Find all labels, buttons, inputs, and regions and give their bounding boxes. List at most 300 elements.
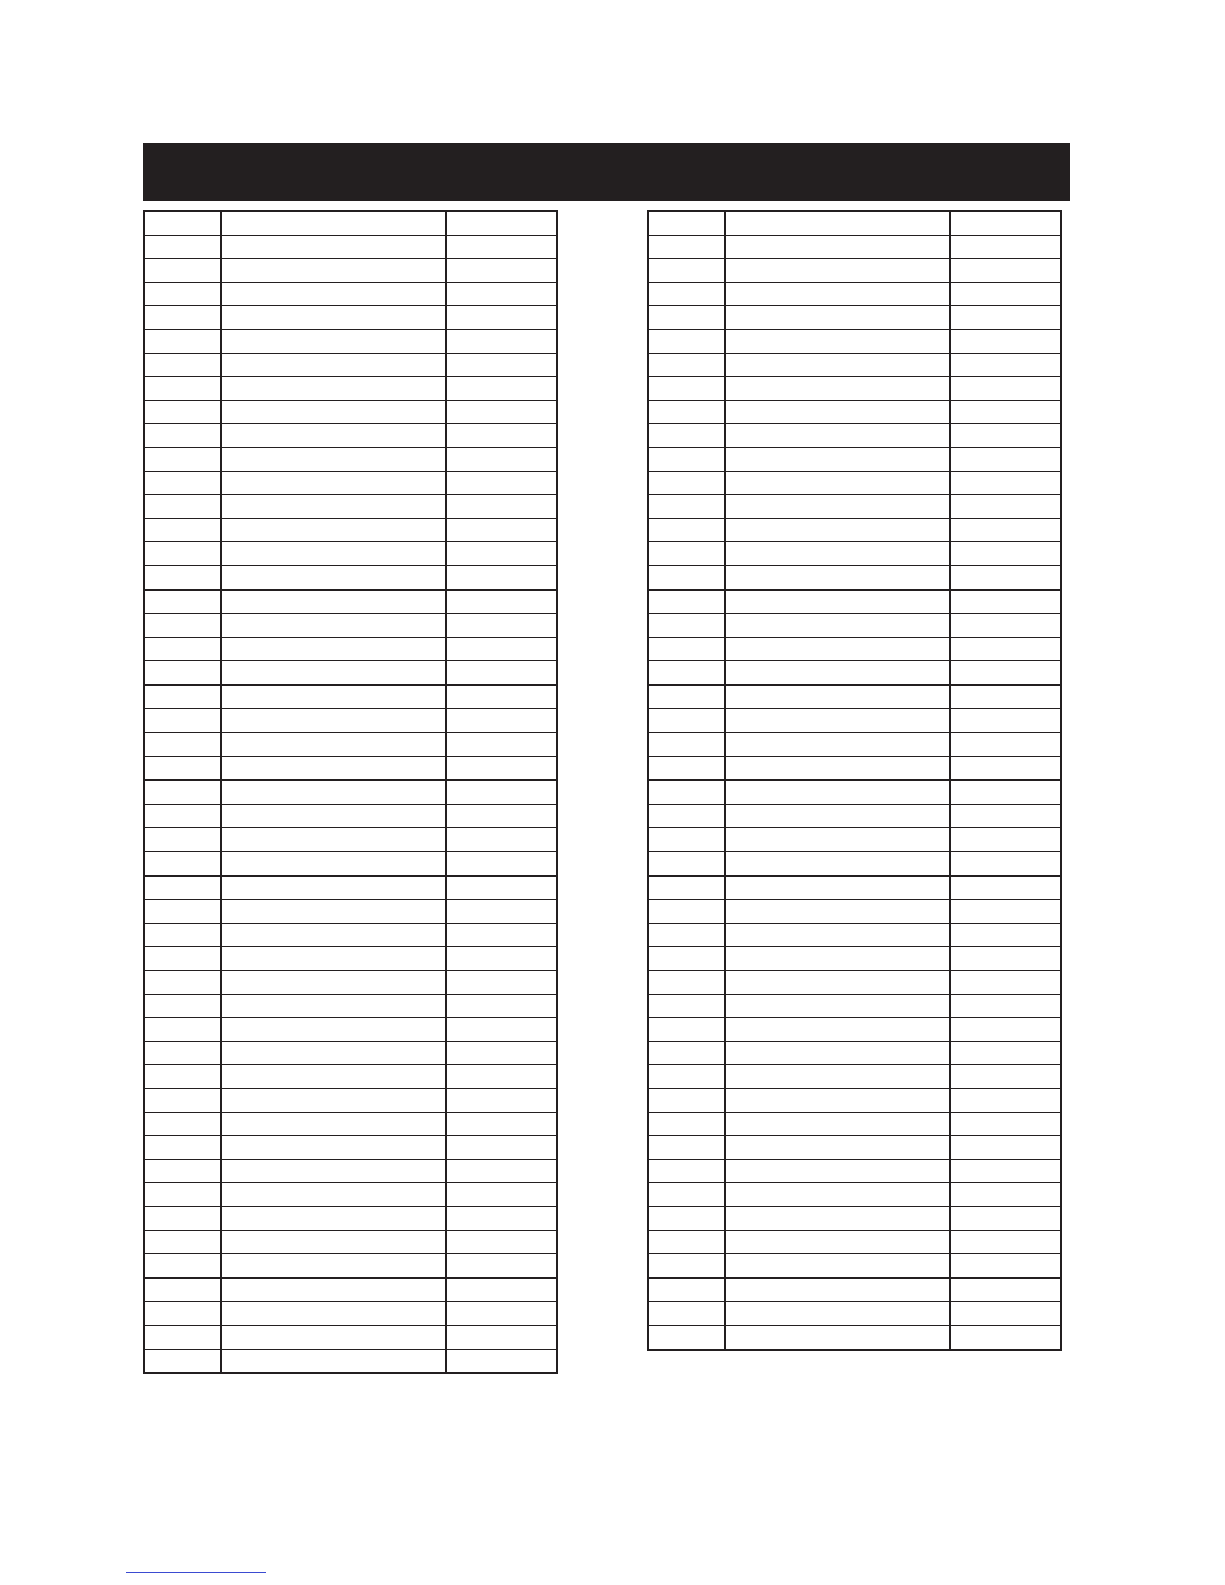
right-table-cell-col2[interactable] [725,590,950,614]
right-table-cell-col2[interactable] [725,495,950,519]
left-table-cell-col3[interactable] [446,329,557,353]
right-table-cell-col1[interactable] [648,1018,725,1042]
left-table-cell-col1[interactable] [144,590,221,614]
right-table-cell-col1[interactable] [648,259,725,283]
left-table-cell-col3[interactable] [446,756,557,780]
right-table-cell-col2[interactable] [725,780,950,804]
left-table-cell-col1[interactable] [144,1206,221,1230]
left-table-cell-col1[interactable] [144,400,221,424]
left-table-cell-col3[interactable] [446,1065,557,1089]
right-table-cell-col1[interactable] [648,1183,725,1207]
left-table-cell-col3[interactable] [446,709,557,733]
left-table-cell-col1[interactable] [144,614,221,638]
left-table-cell-col1[interactable] [144,1159,221,1183]
left-table-cell-col1[interactable] [144,377,221,401]
right-table-cell-col2[interactable] [725,565,950,589]
left-table-cell-col3[interactable] [446,282,557,306]
right-table-cell-col3[interactable] [950,329,1061,353]
right-table-cell-col2[interactable] [725,1325,950,1349]
left-table-cell-col2[interactable] [221,947,446,971]
right-table-cell-col3[interactable] [950,685,1061,709]
left-table-cell-col1[interactable] [144,211,221,235]
left-table-cell-col1[interactable] [144,1325,221,1349]
right-table-cell-col1[interactable] [648,685,725,709]
right-table-cell-col1[interactable] [648,1278,725,1302]
left-table-cell-col3[interactable] [446,590,557,614]
left-table-cell-col1[interactable] [144,1254,221,1278]
right-table-cell-col1[interactable] [648,614,725,638]
left-table-row [144,637,557,661]
right-table-cell-col3[interactable] [950,1018,1061,1042]
left-table-cell-col3[interactable] [446,471,557,495]
left-table-cell-col3[interactable] [446,1206,557,1230]
right-table-cell-col3[interactable] [950,876,1061,900]
right-table-cell-col2[interactable] [725,661,950,685]
right-table-cell-col2[interactable] [725,685,950,709]
right-table-cell-col3[interactable] [950,733,1061,757]
right-table-cell-col2[interactable] [725,971,950,995]
right-table-cell-col1[interactable] [648,211,725,235]
right-table-row [648,590,1061,614]
right-table-cell-col1[interactable] [648,1136,725,1160]
left-table-cell-col3[interactable] [446,1349,557,1373]
left-table-cell-col1[interactable] [144,1018,221,1042]
right-table-cell-col3[interactable] [950,1136,1061,1160]
right-table-cell-col3[interactable] [950,1325,1061,1349]
right-table-cell-col2[interactable] [725,471,950,495]
right-table-cell-col3[interactable] [950,471,1061,495]
left-table-cell-col2[interactable] [221,235,446,259]
left-table-cell-col2[interactable] [221,1088,446,1112]
right-table-cell-col1[interactable] [648,447,725,471]
right-table-cell-col1[interactable] [648,947,725,971]
right-table-cell-col3[interactable] [950,709,1061,733]
left-table-cell-col1[interactable] [144,1349,221,1373]
left-table-cell-col2[interactable] [221,971,446,995]
right-table-cell-col2[interactable] [725,923,950,947]
left-table-cell-col3[interactable] [446,876,557,900]
right-table-cell-col2[interactable] [725,1088,950,1112]
left-table-cell-col3[interactable] [446,971,557,995]
left-table-cell-col1[interactable] [144,900,221,924]
right-table-cell-col1[interactable] [648,542,725,566]
right-table-cell-col1[interactable] [648,994,725,1018]
right-table-cell-col1[interactable] [648,804,725,828]
left-table-cell-col3[interactable] [446,994,557,1018]
left-table-cell-col2[interactable] [221,471,446,495]
right-table-cell-col1[interactable] [648,282,725,306]
right-table-row [648,756,1061,780]
left-table-cell-col2[interactable] [221,1206,446,1230]
left-table-cell-col2[interactable] [221,685,446,709]
left-table-row [144,1159,557,1183]
left-table-cell-col1[interactable] [144,518,221,542]
right-table-cell-col2[interactable] [725,306,950,330]
left-table-cell-col2[interactable] [221,1278,446,1302]
right-table-cell-col3[interactable] [950,1065,1061,1089]
left-table-cell-col3[interactable] [446,518,557,542]
right-table-cell-col1[interactable] [648,1088,725,1112]
right-table-cell-col3[interactable] [950,923,1061,947]
left-table-cell-col3[interactable] [446,900,557,924]
left-table-cell-col3[interactable] [446,1088,557,1112]
right-table-cell-col1[interactable] [648,1302,725,1326]
right-table-cell-col3[interactable] [950,1302,1061,1326]
left-table-cell-col2[interactable] [221,780,446,804]
left-table-cell-col2[interactable] [221,1302,446,1326]
right-table-cell-col3[interactable] [950,542,1061,566]
right-table-cell-col3[interactable] [950,804,1061,828]
left-table-cell-col2[interactable] [221,1254,446,1278]
left-table-cell-col2[interactable] [221,1018,446,1042]
right-table-cell-col3[interactable] [950,353,1061,377]
left-table-cell-col1[interactable] [144,1041,221,1065]
right-table-cell-col2[interactable] [725,211,950,235]
left-table-cell-col2[interactable] [221,637,446,661]
right-table-cell-col2[interactable] [725,614,950,638]
right-table-cell-col2[interactable] [725,1041,950,1065]
left-table-cell-col2[interactable] [221,709,446,733]
left-table-cell-col1[interactable] [144,780,221,804]
right-table-cell-col1[interactable] [648,306,725,330]
right-table-cell-col3[interactable] [950,828,1061,852]
right-table-cell-col2[interactable] [725,900,950,924]
right-table-cell-col3[interactable] [950,400,1061,424]
right-table-cell-col3[interactable] [950,1159,1061,1183]
right-table-cell-col1[interactable] [648,1206,725,1230]
right-table-cell-col2[interactable] [725,542,950,566]
right-table-cell-col3[interactable] [950,590,1061,614]
right-table-cell-col2[interactable] [725,1254,950,1278]
left-table-row [144,685,557,709]
right-table-cell-col3[interactable] [950,661,1061,685]
right-table-cell-col1[interactable] [648,780,725,804]
left-table-cell-col1[interactable] [144,947,221,971]
right-table-cell-col1[interactable] [648,900,725,924]
right-table-cell-col2[interactable] [725,518,950,542]
left-table-cell-col3[interactable] [446,447,557,471]
left-table-cell-col1[interactable] [144,637,221,661]
left-table-cell-col1[interactable] [144,661,221,685]
right-table-cell-col2[interactable] [725,1206,950,1230]
right-table-cell-col3[interactable] [950,852,1061,876]
right-table-cell-col3[interactable] [950,518,1061,542]
right-table-cell-col3[interactable] [950,756,1061,780]
left-table-cell-col2[interactable] [221,923,446,947]
left-table-cell-col3[interactable] [446,923,557,947]
right-table-cell-col1[interactable] [648,353,725,377]
left-table-cell-col2[interactable] [221,447,446,471]
left-table-cell-col3[interactable] [446,353,557,377]
right-table-cell-col2[interactable] [725,447,950,471]
left-table-cell-col1[interactable] [144,447,221,471]
right-table-cell-col2[interactable] [725,424,950,448]
left-table-cell-col2[interactable] [221,1349,446,1373]
left-table-cell-col3[interactable] [446,733,557,757]
right-table-cell-col3[interactable] [950,1112,1061,1136]
right-table-cell-col2[interactable] [725,733,950,757]
right-table-cell-col3[interactable] [950,1183,1061,1207]
left-table-cell-col2[interactable] [221,733,446,757]
left-table-cell-col2[interactable] [221,329,446,353]
right-table-cell-col1[interactable] [648,1065,725,1089]
right-table-cell-col3[interactable] [950,1254,1061,1278]
left-table-cell-col3[interactable] [446,1136,557,1160]
right-table-cell-col2[interactable] [725,353,950,377]
left-table-cell-col2[interactable] [221,1112,446,1136]
left-table-cell-col3[interactable] [446,828,557,852]
right-table-cell-col2[interactable] [725,329,950,353]
right-table-cell-col2[interactable] [725,1065,950,1089]
right-table-cell-col2[interactable] [725,876,950,900]
left-table-cell-col2[interactable] [221,518,446,542]
left-table-cell-col2[interactable] [221,1041,446,1065]
left-table-cell-col1[interactable] [144,329,221,353]
left-table-cell-col1[interactable] [144,685,221,709]
right-table-cell-col3[interactable] [950,947,1061,971]
right-table-cell-col1[interactable] [648,329,725,353]
right-table-cell-col2[interactable] [725,994,950,1018]
right-table-cell-col1[interactable] [648,828,725,852]
left-table-cell-col2[interactable] [221,353,446,377]
left-table-cell-col1[interactable] [144,1183,221,1207]
right-table-cell-col1[interactable] [648,565,725,589]
right-table-cell-col2[interactable] [725,282,950,306]
left-table-cell-col2[interactable] [221,994,446,1018]
left-table-cell-col2[interactable] [221,1065,446,1089]
left-table-cell-col2[interactable] [221,495,446,519]
right-table-cell-col1[interactable] [648,637,725,661]
left-table-cell-col3[interactable] [446,780,557,804]
right-table-cell-col3[interactable] [950,495,1061,519]
left-table-cell-col2[interactable] [221,614,446,638]
right-table-cell-col2[interactable] [725,377,950,401]
right-table-cell-col1[interactable] [648,876,725,900]
left-table-cell-col3[interactable] [446,947,557,971]
right-table-cell-col2[interactable] [725,1136,950,1160]
right-table-cell-col3[interactable] [950,1278,1061,1302]
left-table-cell-col3[interactable] [446,852,557,876]
right-table-cell-col2[interactable] [725,1112,950,1136]
right-table-cell-col1[interactable] [648,400,725,424]
left-table-cell-col1[interactable] [144,424,221,448]
left-table-cell-col3[interactable] [446,306,557,330]
left-table-cell-col1[interactable] [144,1112,221,1136]
right-table-cell-col3[interactable] [950,1041,1061,1065]
left-table-row [144,780,557,804]
left-table-cell-col1[interactable] [144,259,221,283]
left-table-cell-col1[interactable] [144,1230,221,1254]
left-table-cell-col2[interactable] [221,377,446,401]
left-table-cell-col1[interactable] [144,852,221,876]
left-table-cell-col2[interactable] [221,424,446,448]
right-table-cell-col2[interactable] [725,756,950,780]
left-table-cell-col1[interactable] [144,709,221,733]
left-table-cell-col1[interactable] [144,923,221,947]
left-table-cell-col2[interactable] [221,1136,446,1160]
right-table-cell-col1[interactable] [648,518,725,542]
right-table-cell-col3[interactable] [950,780,1061,804]
left-table-cell-col1[interactable] [144,1302,221,1326]
right-table-cell-col3[interactable] [950,211,1061,235]
left-table-cell-col1[interactable] [144,471,221,495]
right-table-cell-col1[interactable] [648,377,725,401]
right-table-cell-col3[interactable] [950,306,1061,330]
right-table-cell-col1[interactable] [648,923,725,947]
left-table-cell-col2[interactable] [221,565,446,589]
left-table-cell-col2[interactable] [221,306,446,330]
left-table-cell-col3[interactable] [446,1302,557,1326]
left-table-cell-col1[interactable] [144,828,221,852]
left-table-cell-col3[interactable] [446,1278,557,1302]
left-table-cell-col2[interactable] [221,542,446,566]
right-table-cell-col2[interactable] [725,947,950,971]
right-table-cell-col3[interactable] [950,1206,1061,1230]
left-table-row [144,1183,557,1207]
left-table-cell-col1[interactable] [144,756,221,780]
left-table-cell-col2[interactable] [221,661,446,685]
footer-link[interactable] [126,1572,266,1573]
left-table-cell-col3[interactable] [446,1183,557,1207]
left-table-cell-col2[interactable] [221,1325,446,1349]
right-table-cell-col2[interactable] [725,1302,950,1326]
right-table-cell-col2[interactable] [725,400,950,424]
right-table-cell-col1[interactable] [648,971,725,995]
left-table-cell-col1[interactable] [144,971,221,995]
left-table-cell-col1[interactable] [144,282,221,306]
right-table-cell-col1[interactable] [648,1159,725,1183]
left-table-row [144,542,557,566]
left-table-cell-col3[interactable] [446,211,557,235]
left-table-cell-col2[interactable] [221,259,446,283]
right-table-cell-col2[interactable] [725,1278,950,1302]
left-table-cell-col2[interactable] [221,756,446,780]
left-table-cell-col3[interactable] [446,637,557,661]
left-table-cell-col3[interactable] [446,400,557,424]
left-table-cell-col2[interactable] [221,590,446,614]
left-table-cell-col3[interactable] [446,259,557,283]
left-table-cell-col1[interactable] [144,565,221,589]
left-table-cell-col3[interactable] [446,1325,557,1349]
right-table-cell-col1[interactable] [648,1112,725,1136]
right-table-cell-col3[interactable] [950,259,1061,283]
left-table-cell-col3[interactable] [446,1112,557,1136]
left-table-cell-col1[interactable] [144,1278,221,1302]
right-table-cell-col3[interactable] [950,377,1061,401]
left-table-cell-col1[interactable] [144,235,221,259]
right-table-cell-col2[interactable] [725,1159,950,1183]
right-table-cell-col3[interactable] [950,565,1061,589]
left-table-cell-col1[interactable] [144,1088,221,1112]
left-table-cell-col2[interactable] [221,282,446,306]
left-table-cell-col3[interactable] [446,685,557,709]
left-table-cell-col2[interactable] [221,1183,446,1207]
right-table-cell-col3[interactable] [950,447,1061,471]
left-table-cell-col2[interactable] [221,1230,446,1254]
right-table-cell-col1[interactable] [648,661,725,685]
left-table-cell-col1[interactable] [144,733,221,757]
left-table-cell-col3[interactable] [446,377,557,401]
right-table-cell-col2[interactable] [725,1230,950,1254]
right-table-cell-col3[interactable] [950,994,1061,1018]
right-table-cell-col2[interactable] [725,852,950,876]
right-table-cell-col3[interactable] [950,637,1061,661]
left-table-cell-col3[interactable] [446,565,557,589]
right-table-cell-col1[interactable] [648,709,725,733]
left-table-cell-col2[interactable] [221,852,446,876]
left-table-cell-col1[interactable] [144,306,221,330]
right-table-cell-col1[interactable] [648,495,725,519]
right-table-cell-col2[interactable] [725,1183,950,1207]
left-table-cell-col1[interactable] [144,994,221,1018]
left-table-cell-col3[interactable] [446,1018,557,1042]
right-table-cell-col1[interactable] [648,1254,725,1278]
right-table-cell-col3[interactable] [950,614,1061,638]
left-table-cell-col3[interactable] [446,424,557,448]
left-table-cell-col3[interactable] [446,1230,557,1254]
left-table-cell-col1[interactable] [144,1065,221,1089]
left-table-cell-col2[interactable] [221,211,446,235]
right-table-cell-col2[interactable] [725,1018,950,1042]
right-table-cell-col1[interactable] [648,1041,725,1065]
left-table-cell-col2[interactable] [221,876,446,900]
right-table-cell-col1[interactable] [648,590,725,614]
left-table-cell-col3[interactable] [446,1254,557,1278]
left-table-cell-col3[interactable] [446,542,557,566]
left-table-cell-col2[interactable] [221,1159,446,1183]
right-table-cell-col2[interactable] [725,637,950,661]
right-table-cell-col1[interactable] [648,1230,725,1254]
right-table-cell-col2[interactable] [725,804,950,828]
right-table-cell-col3[interactable] [950,235,1061,259]
left-table-cell-col2[interactable] [221,400,446,424]
left-table-cell-col3[interactable] [446,1041,557,1065]
right-table-cell-col1[interactable] [648,733,725,757]
right-table-cell-col3[interactable] [950,1230,1061,1254]
left-table-cell-col3[interactable] [446,804,557,828]
left-table-cell-col1[interactable] [144,495,221,519]
left-table-cell-col3[interactable] [446,661,557,685]
left-table-cell-col3[interactable] [446,235,557,259]
right-table-cell-col3[interactable] [950,971,1061,995]
left-table-cell-col2[interactable] [221,900,446,924]
right-table-cell-col2[interactable] [725,709,950,733]
left-table-cell-col2[interactable] [221,804,446,828]
right-table-cell-col2[interactable] [725,828,950,852]
left-table-cell-col2[interactable] [221,828,446,852]
left-table-cell-col3[interactable] [446,495,557,519]
right-table-cell-col2[interactable] [725,235,950,259]
right-table-cell-col3[interactable] [950,424,1061,448]
right-table-cell-col1[interactable] [648,471,725,495]
right-table-cell-col1[interactable] [648,852,725,876]
left-table-cell-col1[interactable] [144,542,221,566]
right-table-cell-col2[interactable] [725,259,950,283]
left-table-cell-col1[interactable] [144,876,221,900]
right-table-cell-col1[interactable] [648,1325,725,1349]
left-table-cell-col3[interactable] [446,1159,557,1183]
left-table-cell-col3[interactable] [446,614,557,638]
left-table-cell-col1[interactable] [144,1136,221,1160]
right-table-cell-col3[interactable] [950,1088,1061,1112]
right-table-cell-col1[interactable] [648,756,725,780]
left-table-cell-col1[interactable] [144,804,221,828]
right-table-cell-col1[interactable] [648,424,725,448]
right-table-cell-col3[interactable] [950,900,1061,924]
right-table-cell-col1[interactable] [648,235,725,259]
right-table-cell-col3[interactable] [950,282,1061,306]
left-table-cell-col1[interactable] [144,353,221,377]
